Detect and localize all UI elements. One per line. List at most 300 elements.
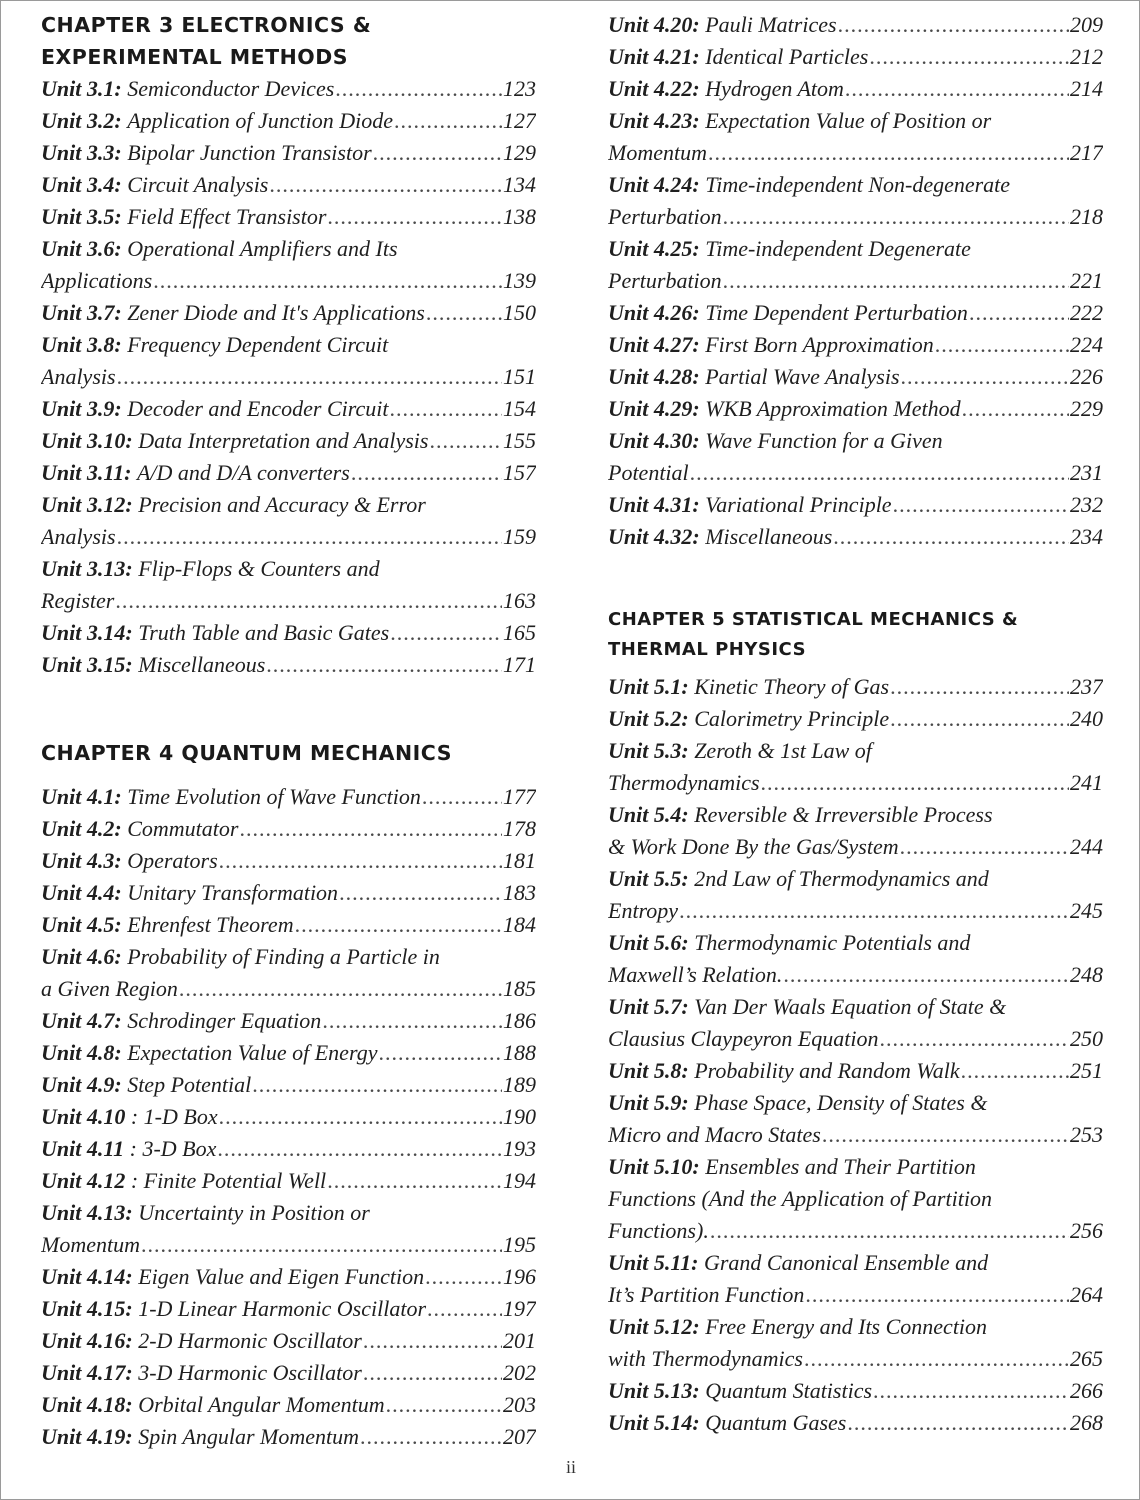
dot-leader: [394, 105, 502, 137]
unit-page-number: 212: [1070, 44, 1103, 69]
unit-code: Unit 3.2:: [41, 108, 122, 133]
dot-leader: [833, 521, 1069, 553]
unit-title: Operational Amplifiers and Its: [127, 236, 398, 261]
toc-entry-line: [41, 1293, 536, 1325]
toc-entry: [608, 393, 1103, 425]
unit-page-number: 245: [1070, 898, 1103, 923]
unit-title: Variational Principle: [705, 492, 892, 517]
chapter-section: [608, 9, 1103, 553]
unit-code: Unit 3.8:: [41, 332, 122, 357]
unit-code: Unit 4.14:: [41, 1264, 133, 1289]
toc-entry: [41, 73, 536, 105]
toc-entry: [608, 1087, 1103, 1151]
unit-page-number: 203: [503, 1392, 536, 1417]
unit-page-number: 234: [1070, 524, 1103, 549]
toc-entry-line: [41, 329, 536, 361]
toc-entry-line: [608, 1343, 1103, 1375]
toc-entry-line: [41, 649, 536, 681]
dot-leader: [153, 265, 502, 297]
toc-entry: [41, 393, 536, 425]
dot-leader: [117, 521, 502, 553]
toc-entry: [41, 845, 536, 877]
dot-leader: [351, 457, 502, 489]
unit-code: Unit 4.25:: [608, 236, 700, 261]
unit-page-number: 138: [503, 204, 536, 229]
unit-title: Miscellaneous: [138, 652, 266, 677]
unit-page-number: 217: [1070, 140, 1103, 165]
toc-entry-line: [41, 489, 536, 521]
toc-entry-line: [41, 1069, 536, 1101]
chapter-gap: [608, 553, 1103, 605]
toc-entry-line: [608, 329, 1103, 361]
dot-leader: [117, 361, 502, 393]
toc-entry: [41, 649, 536, 681]
unit-page-number: 222: [1070, 300, 1103, 325]
unit-title: Time-independent Non-degenerate: [705, 172, 1011, 197]
unit-title: 1-D Linear Harmonic Oscillator: [138, 1296, 427, 1321]
dot-leader: [890, 703, 1069, 735]
toc-entry-line: [41, 1133, 536, 1165]
unit-code: Unit 5.3:: [608, 738, 689, 763]
dot-leader: [422, 781, 502, 813]
toc-entry-line: [41, 1165, 536, 1197]
toc-entry: [608, 521, 1103, 553]
toc-entry-line: [41, 1389, 536, 1421]
toc-entry-line: [608, 703, 1103, 735]
unit-title: Perturbation: [608, 268, 722, 293]
unit-code: Unit 4.15:: [41, 1296, 133, 1321]
unit-page-number: 190: [503, 1104, 536, 1129]
unit-page-number: 155: [503, 428, 536, 453]
unit-title: Thermodynamic Potentials and: [694, 930, 971, 955]
unit-title: Hydrogen Atom: [705, 76, 844, 101]
unit-page-number: 256: [1070, 1218, 1103, 1243]
unit-code: Unit 3.5:: [41, 204, 122, 229]
dot-leader: [327, 1165, 502, 1197]
toc-entry-line: [608, 265, 1103, 297]
toc-entry-line: [41, 877, 536, 909]
unit-title: Calorimetry Principle: [694, 706, 890, 731]
unit-page-number: 189: [503, 1072, 536, 1097]
toc-entry-line: [608, 73, 1103, 105]
unit-page-number: 185: [503, 976, 536, 1001]
unit-code: Unit 5.11:: [608, 1250, 699, 1275]
toc-entry: [608, 41, 1103, 73]
unit-code: Unit 4.9:: [41, 1072, 122, 1097]
toc-entry: [41, 1133, 536, 1165]
toc-entry: [41, 1389, 536, 1421]
dot-leader: [429, 425, 502, 457]
unit-code: Unit 4.8:: [41, 1040, 122, 1065]
toc-entry-line: [608, 1407, 1103, 1439]
dot-leader: [723, 265, 1069, 297]
unit-page-number: 194: [503, 1168, 536, 1193]
unit-title: It’s Partition Function: [608, 1282, 805, 1307]
toc-entry-line: [608, 1119, 1103, 1151]
toc-entry-line: [608, 169, 1103, 201]
unit-code: Unit 3.4:: [41, 172, 122, 197]
unit-title: Field Effect Transistor: [127, 204, 327, 229]
unit-title: Miscellaneous: [705, 524, 833, 549]
dot-leader: [804, 1343, 1069, 1375]
toc-entry-line: [608, 863, 1103, 895]
toc-entry: [608, 1055, 1103, 1087]
unit-title: Momentum: [608, 140, 707, 165]
unit-code: Unit 4.29:: [608, 396, 700, 421]
toc-entry-line: [608, 671, 1103, 703]
unit-code: Unit 4.3:: [41, 848, 122, 873]
toc-entry-line: [41, 265, 536, 297]
unit-title: Wave Function for a Given: [705, 428, 943, 453]
toc-entry: [608, 799, 1103, 863]
unit-title: Spin Angular Momentum: [138, 1424, 359, 1449]
toc-entry: [608, 233, 1103, 297]
unit-title: : 3-D Box: [129, 1136, 217, 1161]
unit-title: : 1-D Box: [130, 1104, 218, 1129]
unit-title: Bipolar Junction Transistor: [127, 140, 372, 165]
dot-leader: [690, 457, 1069, 489]
unit-title: Semiconductor Devices: [127, 76, 335, 101]
toc-entry: [608, 73, 1103, 105]
unit-title: Register: [41, 588, 115, 613]
unit-title: Analysis: [41, 524, 116, 549]
toc-entry-line: [41, 169, 536, 201]
unit-code: Unit 4.20:: [608, 12, 700, 37]
dot-leader: [363, 1325, 502, 1357]
unit-code: Unit 4.21:: [608, 44, 700, 69]
unit-title: Truth Table and Basic Gates: [138, 620, 390, 645]
toc-entry-line: [608, 297, 1103, 329]
unit-title: First Born Approximation: [705, 332, 934, 357]
unit-page-number: 195: [503, 1232, 536, 1257]
toc-entry-line: [41, 393, 536, 425]
unit-page-number: 151: [503, 364, 536, 389]
unit-title: Identical Particles: [705, 44, 869, 69]
toc-entry-line: [608, 233, 1103, 265]
unit-page-number: 188: [503, 1040, 536, 1065]
toc-entry-line: [41, 973, 536, 1005]
unit-title: Zener Diode and It's Applications: [127, 300, 425, 325]
unit-code: Unit 5.1:: [608, 674, 689, 699]
toc-entry: [41, 1037, 536, 1069]
dot-leader: [339, 877, 502, 909]
dot-leader: [269, 169, 502, 201]
toc-entry-line: [608, 1279, 1103, 1311]
toc-entry-line: [608, 1151, 1103, 1183]
unit-title: Free Energy and Its Connection: [705, 1314, 988, 1339]
unit-page-number: 165: [503, 620, 536, 645]
toc-entry-line: [608, 489, 1103, 521]
dot-leader: [239, 813, 502, 845]
toc-entry: [608, 1407, 1103, 1439]
toc-entry-line: [41, 457, 536, 489]
toc-entry-line: [608, 201, 1103, 233]
dot-leader: [378, 1037, 502, 1069]
unit-page-number: 202: [503, 1360, 536, 1385]
toc-entry: [41, 909, 536, 941]
unit-page-number: 178: [503, 816, 536, 841]
toc-entry: [41, 457, 536, 489]
toc-entry: [608, 703, 1103, 735]
unit-page-number: 253: [1070, 1122, 1103, 1147]
unit-title: Probability and Random Walk: [694, 1058, 960, 1083]
unit-code: Unit 4.18:: [41, 1392, 133, 1417]
unit-title: Pauli Matrices: [705, 12, 837, 37]
unit-code: Unit 4.30:: [608, 428, 700, 453]
unit-title: A/D and D/A converters: [136, 460, 350, 485]
unit-page-number: 159: [503, 524, 536, 549]
unit-title: Ensembles and Their Partition: [705, 1154, 976, 1179]
unit-code: Unit 4.32:: [608, 524, 700, 549]
toc-entry-line: [608, 1055, 1103, 1087]
chapter-section: [41, 9, 536, 681]
dot-leader: [710, 1215, 1069, 1247]
unit-page-number: 229: [1070, 396, 1103, 421]
dot-leader: [969, 297, 1069, 329]
unit-code: Unit 4.5:: [41, 912, 122, 937]
dot-leader: [219, 845, 502, 877]
unit-page-number: 177: [503, 784, 536, 809]
dot-leader: [425, 1261, 502, 1293]
unit-title: 2-D Harmonic Oscillator: [138, 1328, 362, 1353]
toc-entry: [608, 671, 1103, 703]
toc-entry: [608, 9, 1103, 41]
toc-entry: [41, 1293, 536, 1325]
toc-entry: [41, 553, 536, 617]
unit-code: Unit 3.10:: [41, 428, 133, 453]
unit-code: Unit 4.13:: [41, 1200, 133, 1225]
toc-entry: [41, 489, 536, 553]
toc-entry-line: [41, 585, 536, 617]
unit-title: Unitary Transformation: [127, 880, 339, 905]
unit-page-number: 224: [1070, 332, 1103, 357]
dot-leader: [783, 959, 1069, 991]
toc-entry-line: [41, 1197, 536, 1229]
dot-leader: [805, 1279, 1069, 1311]
unit-page-number: 154: [503, 396, 536, 421]
toc-entry: [608, 1375, 1103, 1407]
toc-entry-line: [41, 1421, 536, 1453]
unit-title: Precision and Accuracy & Error: [138, 492, 426, 517]
toc-entry: [41, 425, 536, 457]
dot-leader: [893, 489, 1069, 521]
unit-page-number: 218: [1070, 204, 1103, 229]
unit-code: Unit 3.3:: [41, 140, 122, 165]
unit-page-number: 150: [503, 300, 536, 325]
toc-entry: [41, 1197, 536, 1261]
unit-title: Flip-Flops & Counters and: [138, 556, 380, 581]
toc-entry-line: [41, 813, 536, 845]
unit-title: Step Potential: [127, 1072, 252, 1097]
unit-page-number: 197: [503, 1296, 536, 1321]
toc-entry: [41, 297, 536, 329]
unit-code: Unit 3.15:: [41, 652, 133, 677]
unit-page-number: 183: [503, 880, 536, 905]
unit-title: Partial Wave Analysis: [705, 364, 900, 389]
dot-leader: [360, 1421, 502, 1453]
dot-leader: [219, 1101, 502, 1133]
unit-page-number: 251: [1070, 1058, 1103, 1083]
unit-code: Unit 4.22:: [608, 76, 700, 101]
toc-entry-line: [608, 735, 1103, 767]
toc-entry-line: [608, 521, 1103, 553]
toc-entry-line: [41, 909, 536, 941]
toc-entry-line: [41, 1357, 536, 1389]
unit-page-number: 163: [503, 588, 536, 613]
unit-title: Reversible & Irreversible Process: [694, 802, 993, 827]
unit-code: Unit 4.27:: [608, 332, 700, 357]
dot-leader: [847, 1407, 1069, 1439]
unit-page-number: 193: [503, 1136, 536, 1161]
toc-entry: [41, 781, 536, 813]
dot-leader: [962, 393, 1069, 425]
unit-code: Unit 3.11:: [41, 460, 132, 485]
toc-entry: [41, 877, 536, 909]
toc-entry: [608, 927, 1103, 991]
unit-code: Unit 5.8:: [608, 1058, 689, 1083]
unit-page-number: 250: [1070, 1026, 1103, 1051]
toc-entry-line: [41, 137, 536, 169]
unit-code: Unit 4.28:: [608, 364, 700, 389]
dot-leader: [900, 831, 1069, 863]
toc-entry: [41, 941, 536, 1005]
unit-code: Unit 4.31:: [608, 492, 700, 517]
toc-entry-line: [41, 201, 536, 233]
unit-code: Unit 4.7:: [41, 1008, 122, 1033]
toc-entry-line: [41, 1229, 536, 1261]
unit-title: Functions (And the Application of Partition: [608, 1186, 992, 1211]
toc-entry: [608, 1247, 1103, 1311]
unit-title: Thermodynamics: [608, 770, 760, 795]
unit-title: Clausius Claypeyron Equation: [608, 1026, 879, 1051]
unit-code: Unit 4.2:: [41, 816, 122, 841]
toc-entry-line: [41, 1325, 536, 1357]
unit-page-number: 196: [503, 1264, 536, 1289]
unit-code: Unit 5.9:: [608, 1090, 689, 1115]
toc-entry: [608, 863, 1103, 927]
toc-entry: [608, 105, 1103, 169]
toc-entry-line: [608, 1183, 1103, 1215]
dot-leader: [679, 895, 1069, 927]
toc-entry-line: [608, 457, 1103, 489]
toc-entry: [608, 735, 1103, 799]
dot-leader: [845, 73, 1069, 105]
unit-title: Expectation Value of Energy: [127, 1040, 378, 1065]
unit-code: Unit 3.14:: [41, 620, 133, 645]
toc-entry: [608, 361, 1103, 393]
toc-entry-line: [608, 767, 1103, 799]
unit-title: Frequency Dependent Circuit: [127, 332, 389, 357]
unit-code: Unit 4.24:: [608, 172, 700, 197]
dot-leader: [335, 73, 502, 105]
unit-code: Unit 5.10:: [608, 1154, 700, 1179]
unit-title: Orbital Angular Momentum: [138, 1392, 385, 1417]
unit-code: Unit 3.9:: [41, 396, 122, 421]
unit-code: Unit 4.4:: [41, 880, 122, 905]
toc-entry-line: [41, 553, 536, 585]
dot-leader: [322, 1005, 502, 1037]
unit-page-number: 266: [1070, 1378, 1103, 1403]
toc-entry-line: [41, 425, 536, 457]
unit-code: Unit 5.4:: [608, 802, 689, 827]
unit-code: Unit 3.1:: [41, 76, 122, 101]
unit-title: Time Dependent Perturbation: [705, 300, 968, 325]
unit-page-number: 139: [503, 268, 536, 293]
unit-title: Kinetic Theory of Gas: [694, 674, 890, 699]
toc-entry: [608, 1151, 1103, 1247]
toc-entry: [41, 1325, 536, 1357]
toc-entry-line: [41, 617, 536, 649]
toc-entry-line: [41, 1005, 536, 1037]
unit-code: Unit 4.26:: [608, 300, 700, 325]
dot-leader: [373, 137, 502, 169]
unit-code: Unit 4.23:: [608, 108, 700, 133]
unit-code: Unit 5.6:: [608, 930, 689, 955]
unit-page-number: 237: [1070, 674, 1103, 699]
unit-page-number: 244: [1070, 834, 1103, 859]
unit-page-number: 241: [1070, 770, 1103, 795]
toc-entry: [608, 297, 1103, 329]
dot-leader: [708, 137, 1069, 169]
toc-entry: [41, 105, 536, 137]
toc-entry-line: [608, 1247, 1103, 1279]
toc-entry-line: [608, 105, 1103, 137]
toc-entry: [41, 813, 536, 845]
dot-leader: [363, 1357, 502, 1389]
unit-page-number: 214: [1070, 76, 1103, 101]
unit-page-number: 184: [503, 912, 536, 937]
page-number: ii: [565, 1457, 576, 1477]
unit-code: Unit 5.12:: [608, 1314, 700, 1339]
toc-entry: [608, 991, 1103, 1055]
toc-entry-line: [608, 41, 1103, 73]
unit-page-number: 226: [1070, 364, 1103, 389]
unit-page-number: 186: [503, 1008, 536, 1033]
toc-entry-line: [41, 105, 536, 137]
unit-code: Unit 4.1:: [41, 784, 122, 809]
toc-entry: [608, 425, 1103, 489]
unit-title: Phase Space, Density of States &: [694, 1090, 988, 1115]
unit-page-number: 221: [1070, 268, 1103, 293]
toc-entry: [41, 1261, 536, 1293]
chapter-heading: CHAPTER 4 QUANTUM MECHANICS: [41, 741, 452, 765]
toc-entry-line: [41, 845, 536, 877]
dot-leader: [115, 585, 502, 617]
unit-title: & Work Done By the Gas/System: [608, 834, 899, 859]
toc-entry-line: [608, 137, 1103, 169]
unit-page-number: 231: [1070, 460, 1103, 485]
unit-title: Applications: [41, 268, 153, 293]
toc-entry: [41, 1101, 536, 1133]
unit-page-number: 134: [503, 172, 536, 197]
toc-entry: [41, 617, 536, 649]
toc-entry: [41, 1005, 536, 1037]
unit-title: 3-D Harmonic Oscillator: [138, 1360, 362, 1385]
toc-entry-line: [608, 1023, 1103, 1055]
toc-entry-line: [608, 831, 1103, 863]
dot-leader: [935, 329, 1069, 361]
toc-entry-line: [608, 1375, 1103, 1407]
unit-page-number: 207: [503, 1424, 536, 1449]
unit-title: a Given Region: [41, 976, 178, 1001]
toc-entry: [41, 1069, 536, 1101]
dot-leader: [386, 1389, 502, 1421]
unit-title: Functions).: [608, 1218, 709, 1243]
dot-leader: [426, 297, 502, 329]
unit-title: Entropy: [608, 898, 679, 923]
toc-entry-line: [41, 1037, 536, 1069]
toc-entry-line: [608, 959, 1103, 991]
